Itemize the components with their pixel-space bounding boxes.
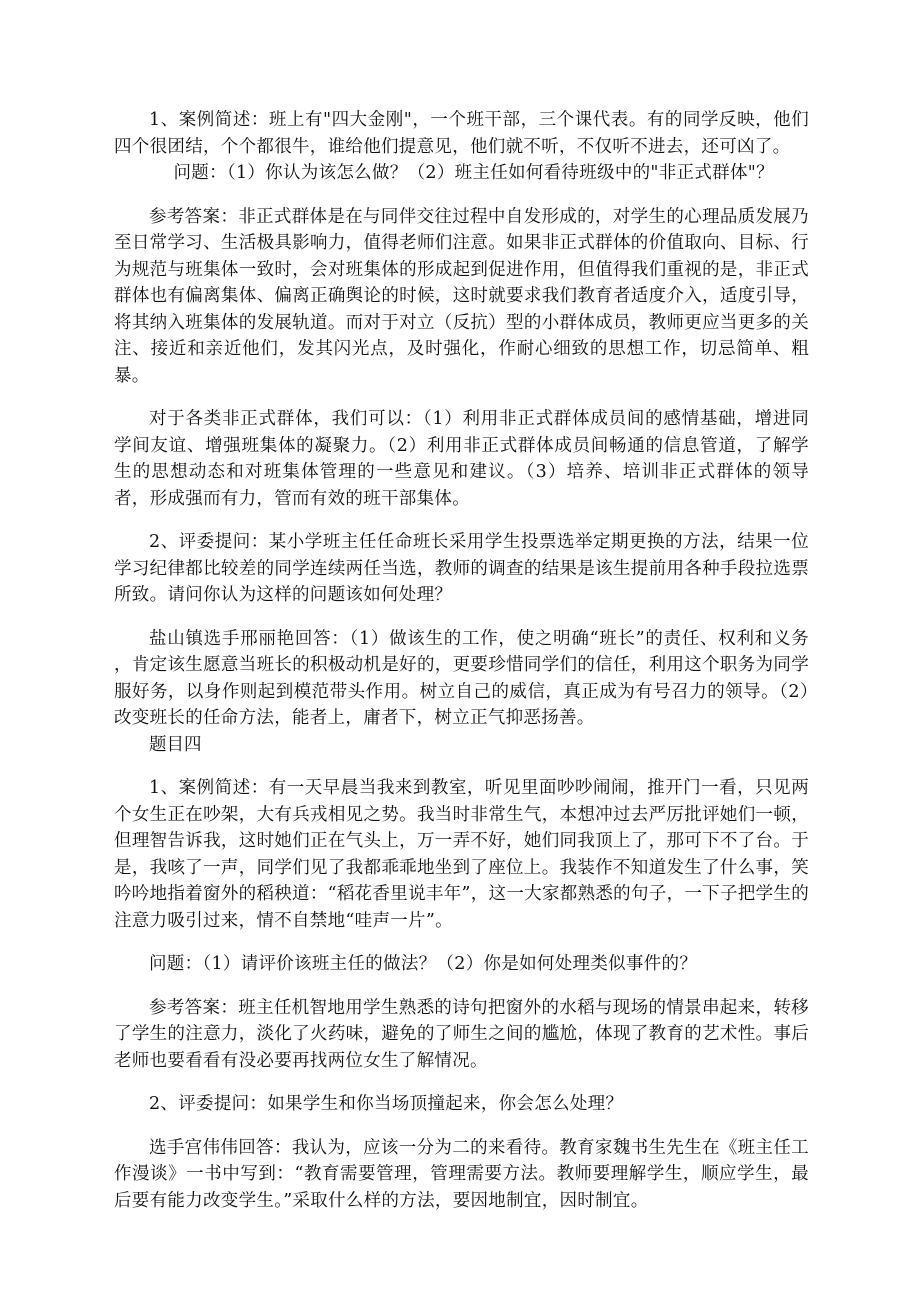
- topic-four-case-description: 1、案例简述：有一天早晨当我来到教室，听见里面吵吵闹闹，推开门一看，只见两个女生正在吵架，大有兵戎相见之势。我当时非常生气，本想冲过去严厉批评她们一顿，但理智告诉我，这时她们正在气头上，万一弄不好，她们同我顶上了，那可下不了台。于是，我咳了一声，同学们见了我都乖乖地坐到了座位上。我装作不知道发生了什么事，笑吟吟地指着窗外的稻秧道：“稻花香里说丰年”，这一大家都熟悉的句子，一下子把学生的注意力吸引过来，情不自禁地“哇声一片”。: [114, 778, 809, 931]
- judge-question-topic-four: 2、评委提问：如果学生和你当场顶撞起来，你会怎么处理？: [149, 1094, 624, 1114]
- judge-question-two: 2、评委提问：某小学班主任任命班长采用学生投票选举定期更换的方法，结果一位学习纪律都比较差的同学连续两任当选，教师的调查的结果是该生提前用各种手段拉选票所致。请问你认为这样的问题该如何处理？: [114, 532, 809, 605]
- section-heading-topic-four: 题目四: [149, 734, 202, 755]
- case-one-description: 1、案例简述：班上有"四大金刚"，一个班干部，三个课代表。有的同学反映，他们四个很团结，个个都很牛，谁给他们提意见，他们就不听，不仅听不进去，还可凶了。: [114, 110, 809, 157]
- case-one-reference-answer: 参考答案：非正式群体是在与同伴交往过程中自发形成的，对学生的心理品质发展乃至日常学习、生活极具影响力，值得老师们注意。如果非正式群体的价值取向、目标、行为规范与班集体一致时，会对班集体的形成起到促进作用，但值得我们重视的是，非正式群体也有偏离集体、偏离正确舆论的时候，这时就要求我们教育者适度介入，适度引导，将其纳入班集体的发展轨道。而对于对立（反抗）型的小群体成员，教师更应当更多的关注、接近和亲近他们，发其闪光点，及时强化，作耐心细致的思想工作，切忌简单、粗暴。: [114, 206, 809, 386]
- contestant-answer-gong: 选手宫伟伟回答：我认为，应该一分为二的来看待。教育家魏书生先生在《班主任工作漫谈》一书中写到：“教育需要管理，管理需要方法。教师要理解学生，顺应学生，最后要有能力改变学生。”采取什么样的方法，要因地制宜，因时制宜。: [114, 1137, 809, 1211]
- case-one-strategies: 对于各类非正式群体，我们可以：（1）利用非正式群体成员间的感情基础，增进同学间友谊、增强班集体的凝聚力。（2）利用非正式群体成员间畅通的信息管道，了解学生的思想动态和对班集体管理的一些意见和建议。（3）培养、培训非正式群体的领导者，形成强而有力，管而有效的班干部集体。: [114, 409, 809, 509]
- case-one-question: 问题：（1）你认为该怎么做？（2）班主任如何看待班级中的"非正式群体"？: [173, 163, 774, 183]
- contestant-answer-xing: 盐山镇选手邢丽艳回答：（1）做该生的工作，使之明确“班长”的责任、权利和义务 ，肯定该生愿意当班长的积极动机是好的，更要珍惜同学们的信任，利用这个职务为同学服好务，以身作则起到模范带头作用。树立自己的威信，真正成为有号召力的领导。（2）改变班长的任命方法，能者上，庸者下，树立正气抑恶扬善。: [114, 628, 809, 728]
- topic-four-reference-answer: 参考答案：班主任机智地用学生熟悉的诗句把窗外的水稻与现场的情景串起来，转移了学生的注意力，淡化了火药味，避免的了师生之间的尴尬，体现了教育的艺术性。事后老师也要看看有没必要再找两位女生了解情况。: [114, 997, 809, 1071]
- document-body: [114, 107, 809, 1214]
- topic-four-question: 问题：（1）请评价该班主任的做法？（2）你是如何处理类似事件的？: [149, 954, 698, 974]
